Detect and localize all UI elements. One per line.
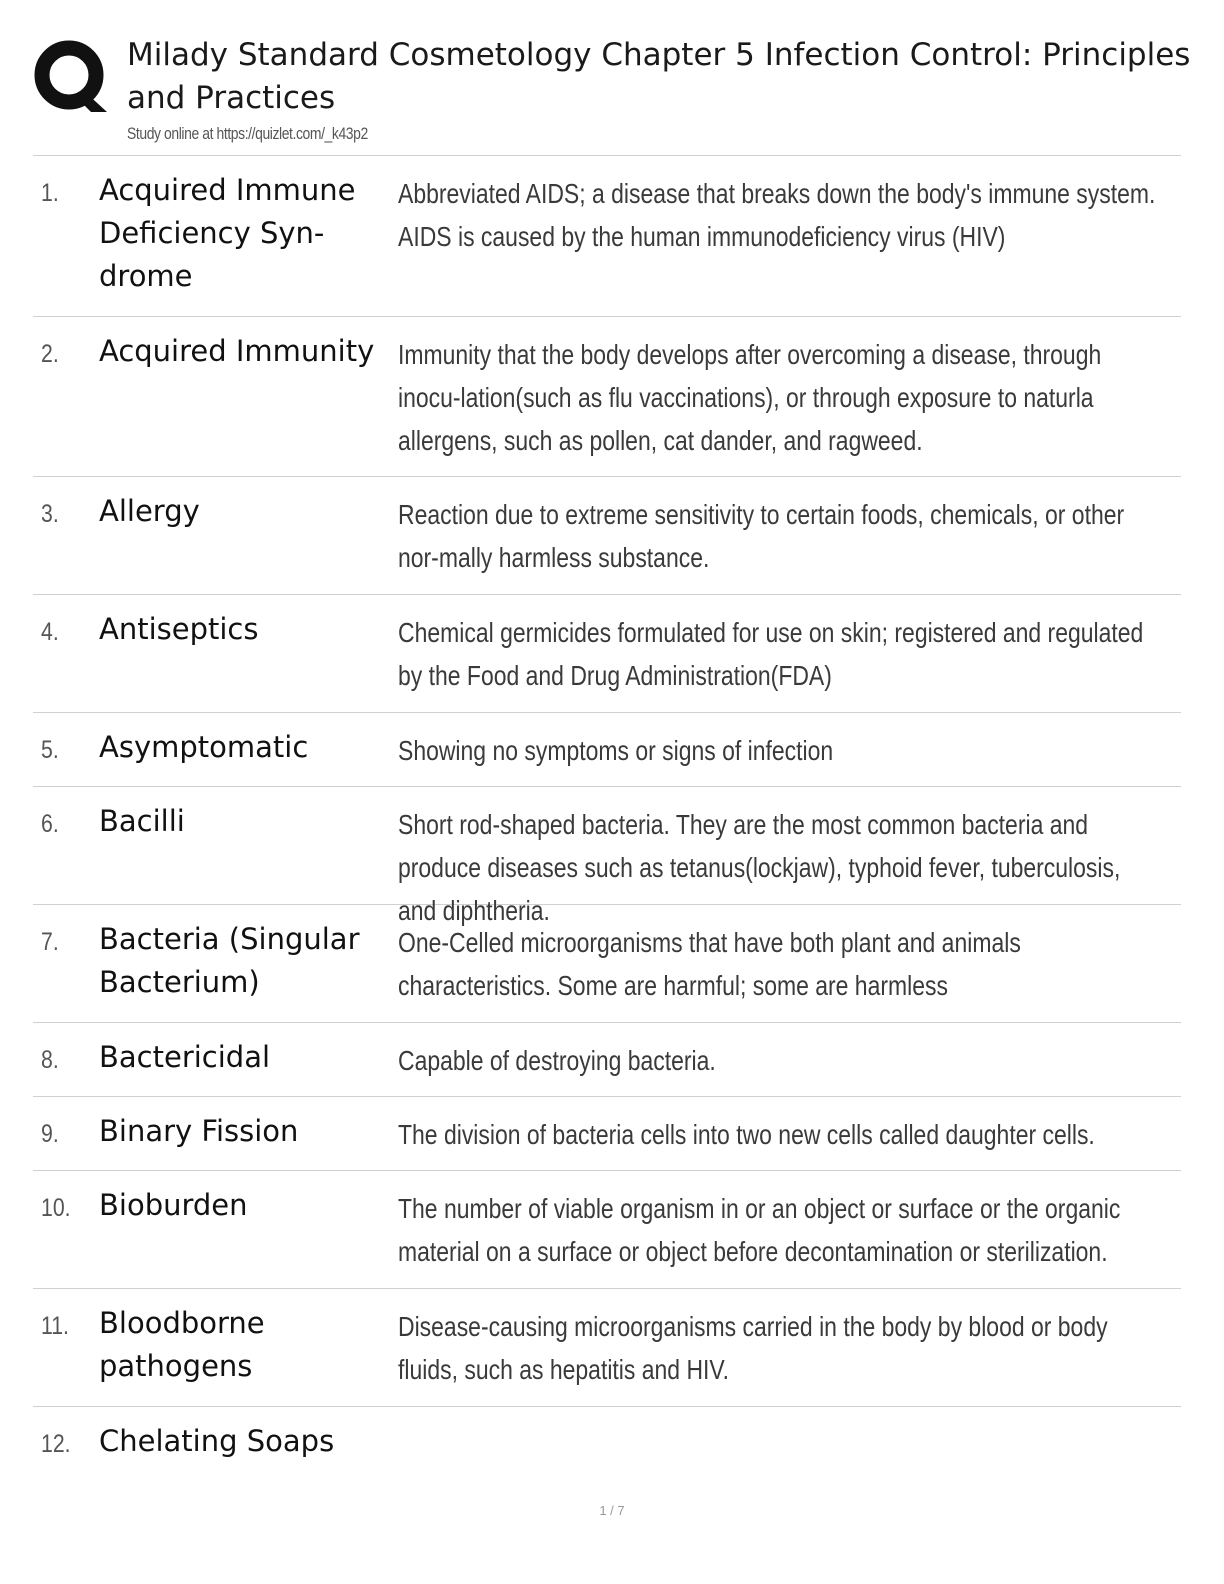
term-definition: One-Celled microorganisms that have both plant and animals characteristics. Some are harmful; some are harmless [398, 927, 1021, 1001]
page-title: Milady Standard Cosmetology Chapter 5 Infection Control: Principles and Practices [127, 37, 1191, 116]
term-word: Acquired Immunity [99, 334, 375, 368]
term-word: Binary Fission [99, 1114, 299, 1148]
term-definition: Short rod-shaped bacteria. They are the most common bacteria and produce diseases such as tetanus(lockjaw), typhoid fever, tuberculosis, and diphtheria. [398, 809, 1121, 926]
term-word: Chelating Soaps [99, 1424, 335, 1458]
term-row [33, 477, 1181, 595]
term-number: 7. [41, 928, 59, 956]
term-row [33, 156, 1181, 317]
term-definition: Disease-causing microorganisms carried in the body by blood or body fluids, such as hepatitis and HIV. [398, 1311, 1108, 1385]
term-row [33, 1171, 1181, 1289]
term-row [33, 595, 1181, 713]
term-row [33, 713, 1181, 787]
term-row [33, 317, 1181, 477]
term-number: 10. [41, 1194, 71, 1222]
term-definition: The division of bacteria cells into two new cells called daughter cells. [398, 1119, 1095, 1150]
term-number: 8. [41, 1046, 59, 1074]
term-number: 12. [41, 1430, 71, 1458]
quizlet-logo-icon [33, 38, 109, 114]
term-row [33, 1289, 1181, 1407]
term-number: 2. [41, 340, 59, 368]
term-row [33, 787, 1181, 926]
term-word: Bactericidal [99, 1040, 271, 1074]
term-number: 1. [41, 179, 59, 207]
term-definition: Abbreviated AIDS; a disease that breaks down the body's immune system. AIDS is caused by the human immunodeficiency virus (HIV) [398, 178, 1156, 252]
term-number: 6. [41, 810, 59, 838]
term-word: Bioburden [99, 1188, 248, 1222]
page-number: 1 / 7 [599, 1503, 625, 1518]
term-row [33, 1097, 1181, 1171]
term-number: 3. [41, 500, 59, 528]
term-word: Bacteria (Singular Bacterium) [99, 922, 360, 999]
term-row [33, 905, 1181, 1023]
term-row [33, 1023, 1181, 1097]
term-number: 9. [41, 1120, 59, 1148]
term-word: Acquired Immune Deficiency Syn-drome [99, 173, 356, 293]
term-word: Asymptomatic [99, 730, 309, 764]
term-definition: Capable of destroying bacteria. [398, 1045, 716, 1076]
term-word: Bloodborne pathogens [99, 1306, 265, 1383]
term-number: 11. [41, 1312, 69, 1340]
term-definition: Chemical germicides formulated for use on skin; registered and regulated by the Food and Drug Administration(FDA) [398, 617, 1144, 691]
term-definition: Reaction due to extreme sensitivity to certain foods, chemicals, or other nor-mally harmless substance. [398, 499, 1125, 573]
term-word: Allergy [99, 494, 200, 528]
study-online-link[interactable]: Study online at https://quizlet.com/_k43p2 [127, 124, 368, 143]
term-number: 5. [41, 736, 59, 764]
term-number: 4. [41, 618, 59, 646]
term-definition: The number of viable organism in or an object or surface or the organic material on a surface or object before decontamination or sterilization. [398, 1193, 1121, 1267]
term-row [33, 1407, 1181, 1487]
term-word: Bacilli [99, 804, 185, 838]
term-definition: Immunity that the body develops after overcoming a disease, through inocu-lation(such as flu vaccinations), or through exposure to naturla allergens, such as pollen, cat dander, and ragweed. [398, 339, 1102, 456]
term-word: Antiseptics [99, 612, 259, 646]
term-list [33, 155, 1181, 1487]
term-definition: Showing no symptoms or signs of infection [398, 735, 834, 766]
